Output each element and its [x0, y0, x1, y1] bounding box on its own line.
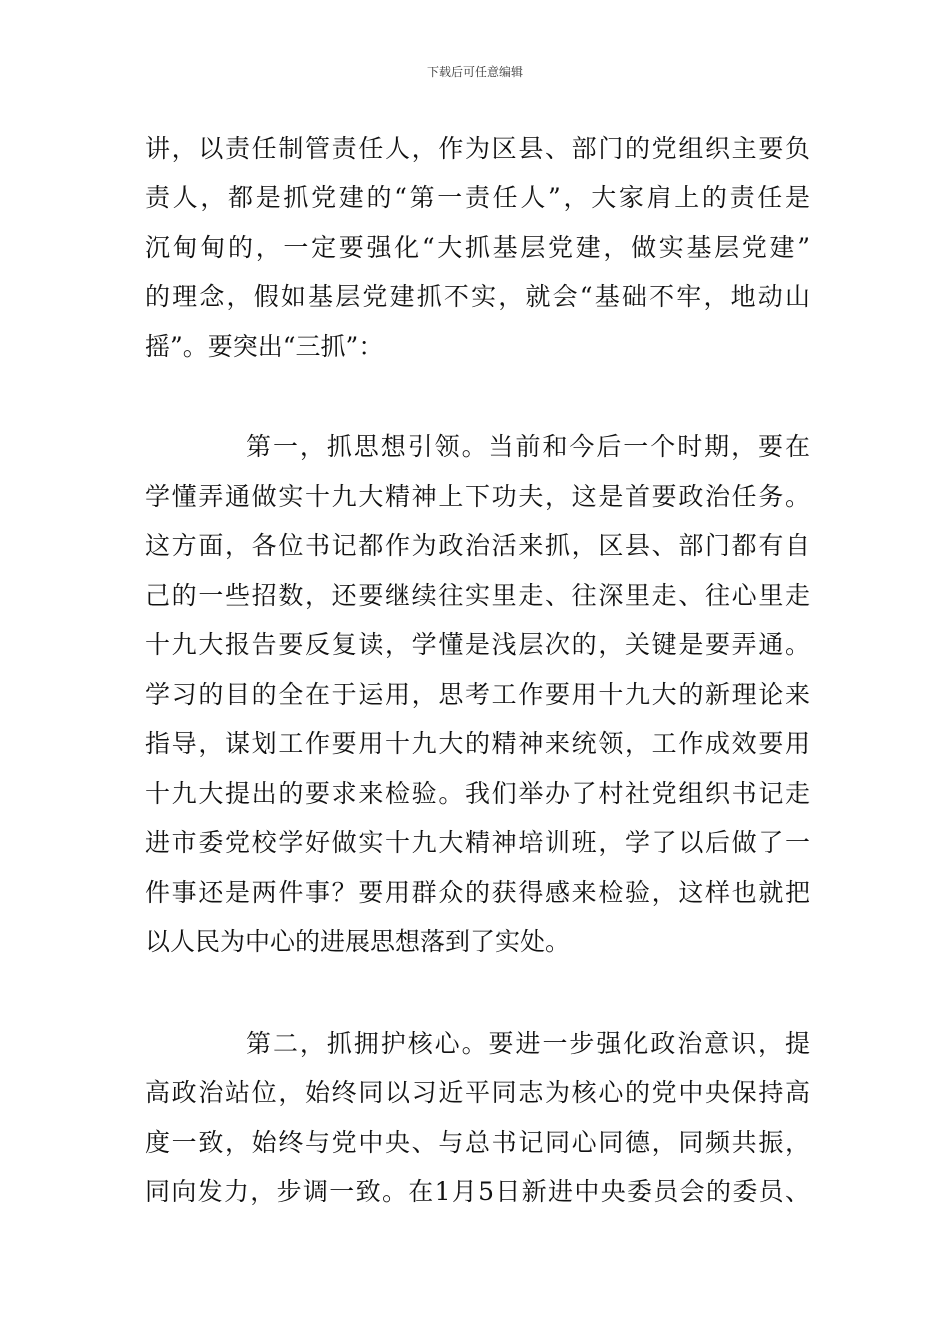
text-line: 同向发力，步调一致。在1月5日新进中央委员会的委员、 — [145, 1177, 810, 1206]
text-line: 件事还是两件事？要用群众的获得感来检验，这样也就把 — [145, 878, 810, 907]
text-line: 讲，以责任制管责任人，作为区县、部门的党组织主要负 — [145, 134, 810, 163]
text-line: 指导，谋划工作要用十九大的精神来统领，工作成效要用 — [145, 729, 810, 758]
text-line: 学懂弄通做实十九大精神上下功夫，这是首要政治任务。 — [145, 482, 810, 511]
paragraph-first-line: 第一，抓思想引领。当前和今后一个时期，要在 — [246, 432, 810, 461]
text-line: 以人民为中心的进展思想落到了实处。 — [145, 927, 571, 956]
page-header: 下载后可任意编辑 — [426, 65, 523, 79]
text-line: 进市委党校学好做实十九大精神培训班，学了以后做了一 — [145, 828, 810, 857]
text-line: 这方面，各位书记都作为政治活来抓，区县、部门都有自 — [145, 531, 810, 560]
text-line: 高政治站位，始终同以习近平同志为核心的党中央保持高 — [145, 1078, 810, 1107]
text-line: 责人，都是抓党建的“第一责任人”，大家肩上的责任是 — [145, 183, 810, 212]
text-line: 度一致，始终与党中央、与总书记同心同德，同频共振， — [145, 1128, 810, 1157]
text-line: 的理念，假如基层党建抓不实，就会“基础不牢，地动山 — [145, 282, 810, 311]
text-line: 己的一些招数，还要继续往实里走、往深里走、往心里走 — [145, 581, 810, 610]
text-line: 十九大报告要反复读，学懂是浅层次的，关键是要弄通。 — [145, 630, 810, 659]
text-line: 十九大提出的要求来检验。我们举办了村社党组织书记走 — [145, 779, 810, 808]
text-line: 学习的目的全在于运用，思考工作要用十九大的新理论来 — [145, 680, 810, 709]
text-line: 摇”。要突出“三抓”： — [145, 332, 384, 361]
text-line: 沉甸甸的，一定要强化“大抓基层党建，做实基层党建” — [145, 233, 810, 262]
paragraph-first-line: 第二，抓拥护核心。要进一步强化政治意识，提 — [246, 1029, 810, 1058]
